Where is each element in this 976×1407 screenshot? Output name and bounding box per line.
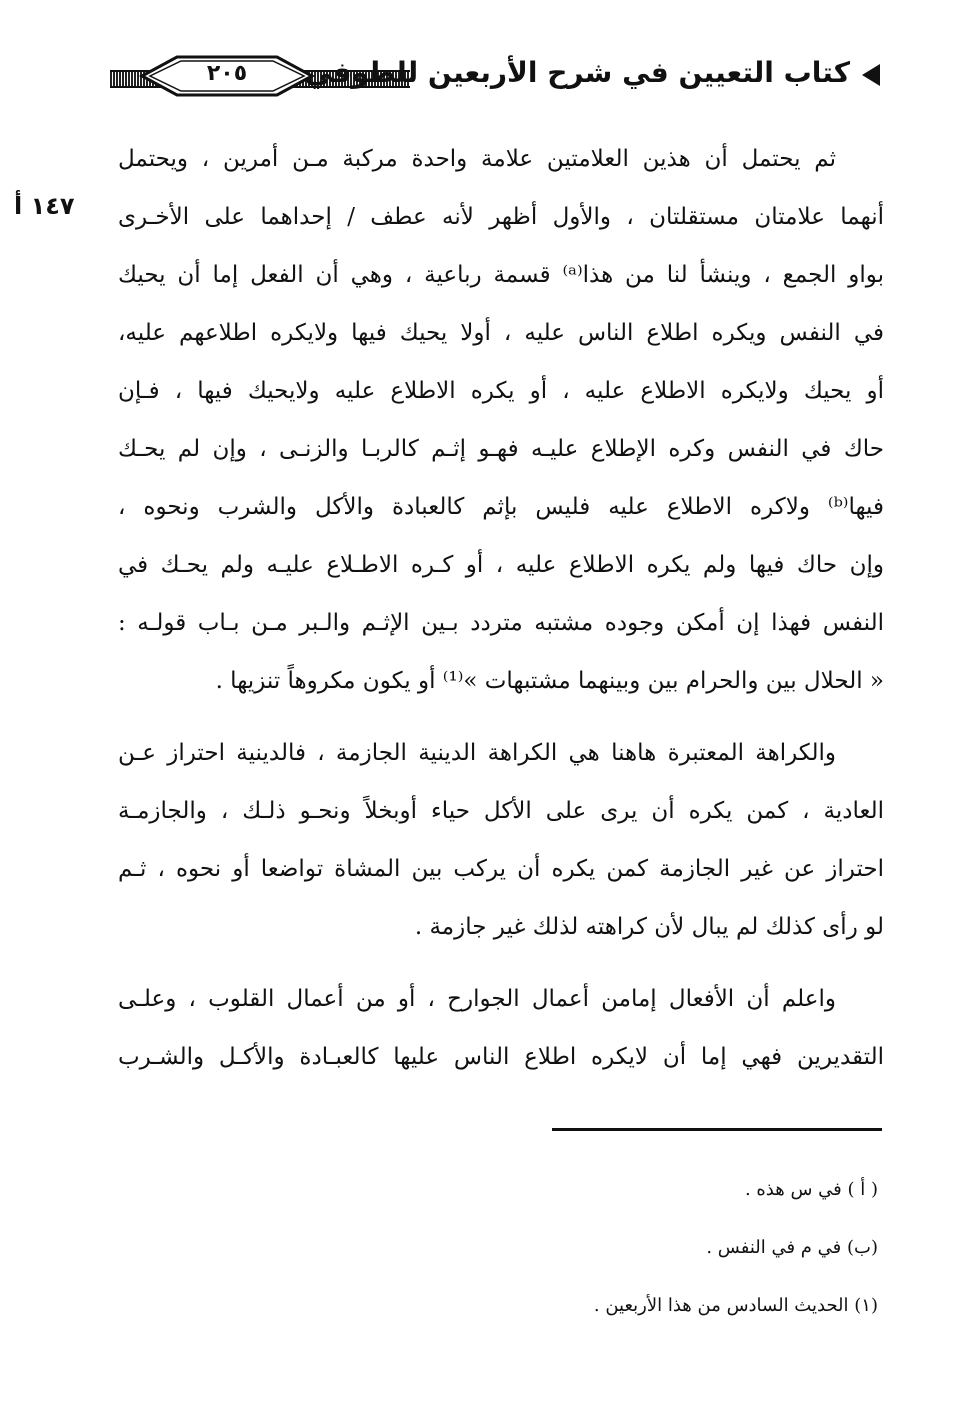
text-line: حاك في النفس وكره الإطلاع عليـه فهـو إثـم كالربـا والزنـى ، وإن لم يحـك bbox=[118, 436, 884, 462]
page-header bbox=[110, 52, 880, 102]
page-number: ٢٠٥ bbox=[206, 61, 248, 86]
text-line: في النفس ويكره اطلاع الناس عليه ، أولا يحيك فيها ولايكره اطلاعهم عليه، bbox=[118, 320, 884, 346]
book-title: كتاب التعيين في شرح الأربعين للطوفي bbox=[304, 56, 850, 89]
text-line: بواو الجمع ، وينشأ لنا من هذا⁽ᵃ⁾ قسمة رباعية ، وهي أن الفعل إما أن يحيك bbox=[118, 262, 884, 288]
text-line: واعلم أن الأفعال إمامن أعمال الجوارح ، أو من أعمال القلوب ، وعلـى bbox=[118, 986, 836, 1012]
footnote-item: ( أ ) في س هذه . bbox=[744, 1179, 878, 1200]
paragraph-2 bbox=[118, 724, 884, 956]
text-line: العادية ، كمن يكره أن يرى على الأكل حياء أوبخلاً ونحـو ذلـك ، والجازمـة bbox=[118, 798, 884, 824]
header-arrow-icon bbox=[862, 64, 880, 86]
text-line: فيها⁽ᵇ⁾ ولاكره الاطلاع عليه فليس بإثم كالعبادة والأكل والشرب ونحوه ، bbox=[118, 494, 884, 520]
footnote-divider bbox=[552, 1128, 882, 1131]
text-line: احتراز عن غير الجازمة كمن يكره أن يركب بين المشاة تواضعا أو نحوه ، ثـم bbox=[118, 856, 884, 882]
text-line: والكراهة المعتبرة هاهنا هي الكراهة الدينية الجازمة ، فالدينية احتراز عـن bbox=[118, 740, 836, 766]
text-line: وإن حاك فيها ولم يكره الاطلاع عليه ، أو كـره الاطـلاع عليـه ولم يحـك في bbox=[118, 552, 884, 578]
text-line: التقديرين فهي إما أن لايكره اطلاع الناس عليها كالعبـادة والأكـل والشـرب bbox=[118, 1044, 884, 1070]
footnote-item: (ب) في م في النفس . bbox=[706, 1237, 878, 1258]
text-line: أو يحيك ولايكره الاطلاع عليه ، أو يكره الاطلاع عليه ولايحيك فيها ، فـإن bbox=[118, 378, 884, 404]
text-line: ثم يحتمل أن هذين العلامتين علامة واحدة مركبة مـن أمرين ، ويحتمل bbox=[118, 146, 836, 172]
text-line: أنهما علامتان مستقلتان ، والأول أظهر لأنه عطف / إحداهما على الأخـرى bbox=[118, 204, 884, 230]
text-line: « الحلال بين والحرام بين وبينهما مشتبهات »⁽¹⁾ أو يكون مكروهاً تنزيها . bbox=[215, 668, 884, 694]
manuscript-folio-reference: ١٤٧ أ bbox=[14, 192, 75, 220]
paragraph-1 bbox=[118, 130, 884, 710]
footnotes bbox=[300, 1170, 878, 1344]
text-line: النفس فهذا إن أمكن وجوده مشتبه متردد بـين الإثـم والـبر مـن بـاب قولـه : bbox=[118, 610, 884, 636]
page-number-badge bbox=[132, 54, 322, 98]
footnote-item: (١) الحديث السادس من هذا الأربعين . bbox=[593, 1295, 878, 1316]
text-line: لو رأى كذلك لم يبال لأن كراهته لذلك غير جازمة . bbox=[414, 914, 884, 940]
paragraph-3 bbox=[118, 970, 884, 1086]
main-text bbox=[118, 130, 884, 1086]
